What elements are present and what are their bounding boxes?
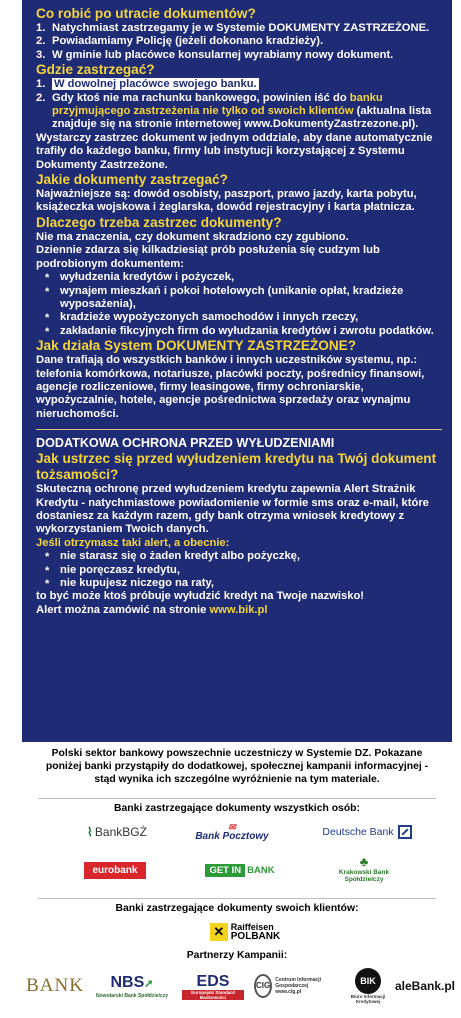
logo-alebank: aleBank.pl: [394, 979, 456, 993]
list-item: 3. W gminie lub placówce konsularnej wyrabiamy nowy dokument.: [36, 48, 394, 61]
paragraph-one-branch: Wystarczy zastrzec dokument w jednym oddziale, aby dane automatycznie trafiły do każdego banku, firmy lub instytucji korzystającej z Systemu Dokumenty Zastrzeżone.: [36, 131, 433, 171]
heading-which-documents: Jakie dokumenty zastrzegać?: [36, 172, 228, 188]
paragraph-alert-info: Skuteczną ochronę przed wyłudzeniem kredytu zapewnia Alert Strażnik Kredytu - natychmiastowe powiadomienie w formie sms oraz e-mail, które dostaniesz za każdym razem, gdy bank otrzyma wniosek kredytowy z wykorzystaniem Twoich danych.: [36, 483, 429, 536]
list-item: * nie starasz się o żaden kredyt albo pożyczkę,: [45, 550, 301, 564]
logo-bank-bgz: ⌇ BankBGŻ: [87, 825, 147, 839]
list-item: 1. W dowolnej placówce swojego banku.: [36, 78, 257, 91]
logo-deutsche-bank: Deutsche Bank: [312, 822, 422, 842]
divider: [38, 798, 436, 799]
list-item: * zakładanie fikcyjnych firm do wyłudzania kredytów i zwrotu podatków.: [45, 324, 434, 338]
list-item: * nie poręczasz kredytu,: [45, 563, 180, 577]
paragraph-daily-attempts: Dziennie zdarza się kilkadziesiąt prób posłużenia się cudzym lub podrobionym dokumentem:: [36, 244, 380, 270]
sector-intro: Polski sektor bankowy powszechnie uczestniczy w Systemie DZ. Pokazane poniżej banki przystąpiły do dodatkowej, społecznej kampanii informacyjnej - stąd wynika ich szczególne wyróżnienie na tym materiale.: [45, 748, 429, 785]
logo-bank-pocztowy: ✉ Bank Pocztowy: [195, 821, 269, 842]
logo-eds: EDS Europejski Standard Bankowości: [182, 970, 244, 1002]
logo-cig: CIG Centrum Informacji Gospodarczej www.cig.pl: [254, 972, 332, 1000]
heading-where-to-report: Gdzie zastrzegać?: [36, 62, 155, 78]
paragraph-no-matter: Nie ma znaczenia, czy dokument skradziono czy zgubiono.: [36, 230, 349, 243]
divider: [38, 898, 436, 899]
logo-raiffeisen-polbank: ✕ Raiffeisen POLBANK: [200, 920, 290, 944]
alert-conditions-list: [36, 550, 442, 590]
section-divider: [36, 429, 442, 430]
sponsors-area: [22, 744, 456, 1018]
highlight-own-bank: W dowolnej placówce swojego banku.: [54, 78, 257, 91]
own-banks-title: Banki zastrzegające dokumenty swoich klientów:: [115, 903, 359, 914]
heading-what-to-do: Co robić po utracie dokumentów?: [36, 6, 256, 21]
alert-lead: Jeśli otrzymasz taki alert, a obecnie:: [36, 536, 230, 549]
logo-bik: BIK Biuro Informacji Kredytowej: [340, 968, 396, 1004]
where-list: [36, 78, 442, 132]
logo-eurobank: eurobank: [84, 862, 146, 879]
paragraph-documents: Najważniejsze są: dowód osobisty, paszport, prawo jazdy, karta pobytu, książeczka wojskowa i żeglarska, dowód rejestracyjny i karta płatnicza.: [36, 188, 417, 214]
logo-krakowski-bank: ♣ Krakowski Bank Spółdzielczy: [338, 854, 390, 883]
list-item: 2. Powiadamiamy Policję (jeżeli dokonano kradzieży).: [36, 35, 324, 48]
order-alert-line: Alert można zamówić na stronie www.bik.pl: [36, 603, 268, 616]
partners-title: Partnerzy Kampanii:: [186, 950, 288, 961]
heading-why-report: Dlaczego trzeba zastrzec dokumenty?: [36, 214, 282, 230]
list-item: * wynajem mieszkań i pokoi hotelowych (unikanie opłat, kradzieże wyposażenia),: [45, 284, 404, 310]
heading-credit-fraud: Jak ustrzec się przed wyłudzeniem kredytu na Twój dokument tożsamości?: [36, 451, 437, 483]
heading-how-system-works: Jak działa System DOKUMENTY ZASTRZEŻONE?: [36, 338, 357, 354]
list-item: * nie kupujesz niczego na raty,: [45, 577, 214, 590]
paragraph-system-participants: Dane trafiają do wszystkich banków i innych uczestników systemu, np.: telefonia komórkowa, notariusze, placówki poczty, pośrednicy finansowi, agencje rozliczeniowe, firmy leasingowe, firmy ochroniarskie, wypożyczalnie, hotele, agencje pośrednictwa sprzedaży oraz wynajmu nieruchomości.: [36, 354, 425, 420]
list-item: * wyłudzenia kredytów i pożyczek,: [45, 271, 235, 285]
list-item: 2. Gdy ktoś nie ma rachunku bankowego, powinien iść do banku przyjmującego zastrzeżenia nie tylko od swoich klientów (aktualna lista znajduje się na stronie internetowej www.DokumentyZastrzezone.pl).: [36, 91, 432, 131]
heading-additional-protection: DODATKOWA OCHRONA PRZED WYŁUDZENIAMI: [36, 436, 335, 451]
info-panel: [22, 0, 452, 742]
logo-nbs: NBS➚ Nowotarski Bank Spółdzielczy: [96, 973, 168, 999]
list-item: 1. Natychmiast zastrzegamy je w Systemie DOKUMENTY ZASTRZEŻONE.: [36, 22, 430, 34]
steps-list: [36, 22, 442, 62]
highlight-accepting-bank: banku przyjmującego zastrzeżenia nie tylko od swoich klientów: [52, 91, 383, 118]
logo-bank-magazine: BANK: [26, 975, 84, 996]
fraud-list: [36, 271, 442, 338]
bik-link[interactable]: www.bik.pl: [209, 603, 268, 616]
logo-getin-bank: GET IN BANK: [200, 862, 280, 879]
list-item: * kradzieże wypożyczonych samochodów i innych rzeczy,: [45, 311, 359, 325]
logos-area: [22, 796, 456, 1018]
closing-warning: to być może ktoś próbuje wyłudzić kredyt na Twoje nazwisko!: [36, 590, 365, 603]
all-banks-title: Banki zastrzegające dokumenty wszystkich osób:: [114, 803, 360, 814]
